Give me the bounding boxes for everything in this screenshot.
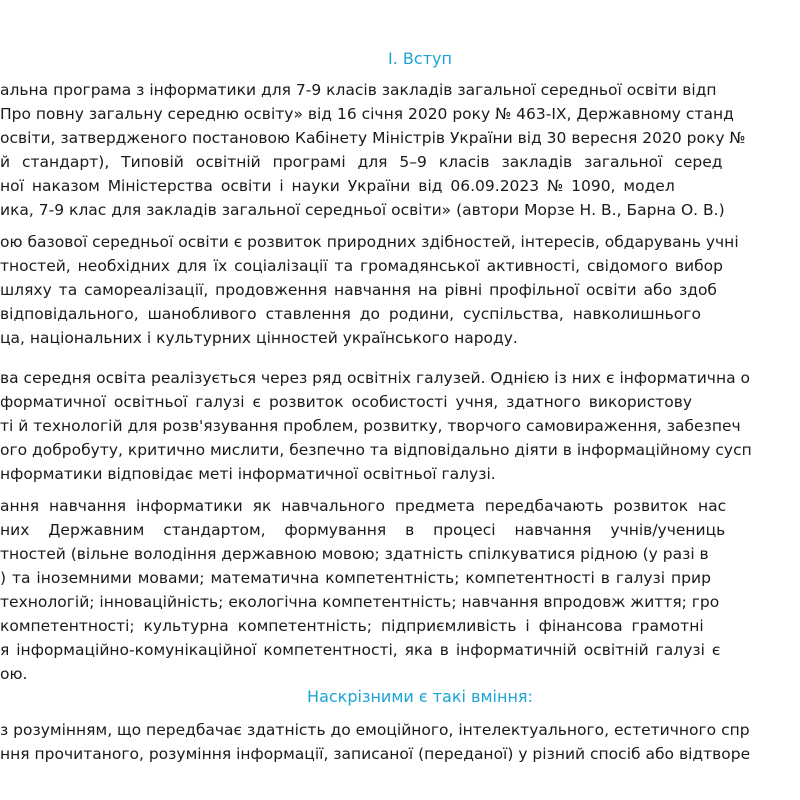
text-line: ою базової середньої освіти є розвиток природних здібностей, інтересів, обдарувань учні (0, 233, 739, 251)
text-line: я інформаційно-комунікаційної компетентності, яка в інформатичній освітній галузі є (0, 641, 721, 659)
text-line: шляху та самореалізації, продовження навчання на рівні профільної освіти або здоб (0, 281, 717, 299)
text-line: альна програма з інформатики для 7-9 класів закладів загальної середньої освіти відп (0, 81, 717, 99)
text-line: ою. (0, 665, 28, 683)
text-line: форматичної освітньої галузі є розвиток особистості учня, здатного використову (0, 393, 693, 411)
text-line: компетентності; культурна компетентність; підприємливість і фінансова грамотні (0, 617, 704, 635)
text-line: них Державним стандартом, формування в процесі навчання учнів/учениць (0, 521, 726, 539)
text-line: й стандарт), Типовій освітній програмі для 5–9 класів закладів загальної серед (0, 153, 723, 171)
text-line: ної наказом Міністерства освіти і науки України від 06.09.2023 № 1090, модел (0, 177, 675, 195)
text-line: ца, національних і культурних цінностей українського народу. (0, 329, 518, 347)
text-line: нформатики відповідає меті інформатичної освітньої галузі. (0, 465, 496, 483)
text-line: відповідального, шанобливого ставлення до родини, суспільства, навколишнього (0, 305, 701, 323)
text-line: ва середня освіта реалізується через ряд освітніх галузей. Однією із них є інформатична о (0, 369, 750, 387)
text-line: ика, 7-9 клас для закладів загальної середньої освіти» (автори Морзе Н. В., Барна О. В.) (0, 201, 725, 219)
text-line: ) та іноземними мовами; математична компетентність; компетентності в галузі прир (0, 569, 711, 587)
text-line: тностей (вільне володіння державною мовою; здатність спілкуватися рідною (у разі в (0, 545, 709, 563)
text-line: тностей, необхідних для їх соціалізації та громадянської активності, свідомого вибор (0, 257, 723, 275)
text-line: ання навчання інформатики як навчального предмета передбачають розвиток нас (0, 497, 727, 515)
text-line: ті й технологій для розв'язування проблем, розвитку, творчого самовираження, забезпеч (0, 417, 741, 435)
text-line: технологій; інноваційність; екологічна компетентність; навчання впродовж життя; гро (0, 593, 720, 611)
text-line: Про повну загальну середню освіту» від 16 січня 2020 року № 463-IX, Державному станд (0, 105, 734, 123)
section-title-intro: І. Вступ (388, 49, 452, 68)
text-line: ого добробуту, критично мислити, безпечно та відповідально діяти в інформаційному сусп (0, 441, 752, 459)
text-line: освіти, затвердженого постановою Кабінету Міністрів України від 30 вересня 2020 року № (0, 129, 746, 147)
section-title-skills: Наскрізними є такі вміння: (307, 687, 533, 706)
text-line: ння прочитаного, розуміння інформації, записаної (переданої) у різний спосіб або відтворе (0, 745, 751, 763)
text-line: з розумінням, що передбачає здатність до емоційного, інтелектуального, естетичного спр (0, 721, 750, 739)
